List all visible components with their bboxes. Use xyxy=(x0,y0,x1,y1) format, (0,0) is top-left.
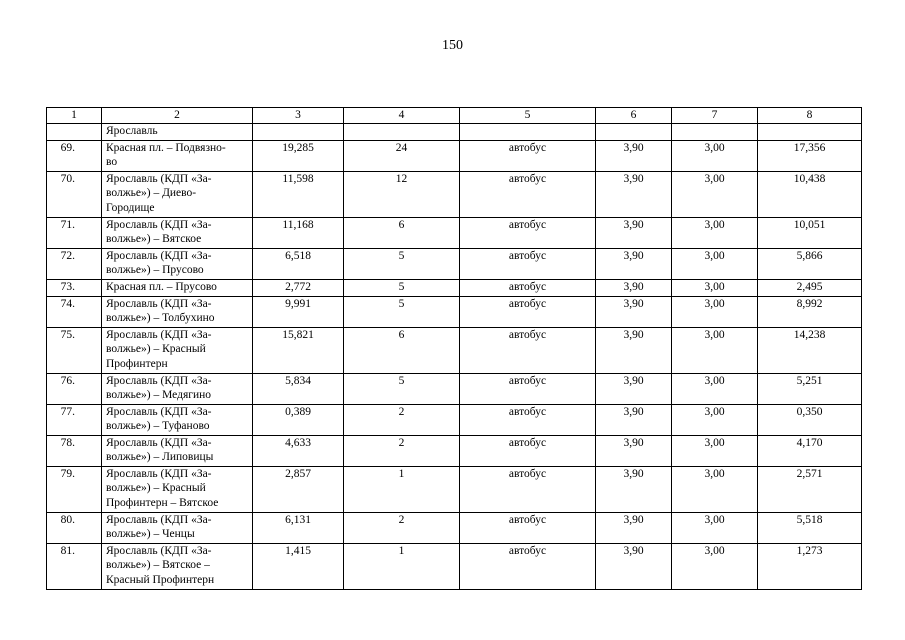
transport-type-cell-text: автобус xyxy=(508,297,547,310)
route-name-cell xyxy=(102,296,253,327)
rate-cell xyxy=(672,123,758,140)
result-cell xyxy=(758,404,862,435)
rate-cell-text: 3,00 xyxy=(704,218,725,231)
route-name-cell-text: Ярославль (КДП «За- волжье») – Липовицы xyxy=(106,436,214,463)
distance-cell xyxy=(253,466,344,512)
distance-cell-text: 2,772 xyxy=(285,280,311,293)
rate-cell-text: 3,00 xyxy=(704,513,725,526)
route-name-cell xyxy=(102,404,253,435)
distance-cell-text: 11,598 xyxy=(282,172,314,185)
result-cell xyxy=(758,279,862,296)
transport-type-cell xyxy=(460,248,596,279)
transport-type-cell xyxy=(460,404,596,435)
row-number-cell-text: 80. xyxy=(60,513,75,526)
route-name-cell xyxy=(102,327,253,373)
table-row xyxy=(47,171,862,217)
distance-cell xyxy=(253,123,344,140)
rate-cell-text: 3,00 xyxy=(704,374,725,387)
distance-cell-text: 0,389 xyxy=(285,405,311,418)
fare-cell xyxy=(596,466,672,512)
fare-cell xyxy=(596,171,672,217)
transport-type-cell-text: автобус xyxy=(508,218,547,231)
result-cell-text: 2,571 xyxy=(796,467,823,480)
result-cell xyxy=(758,123,862,140)
trips-cell-text: 24 xyxy=(395,141,408,154)
row-number-cell-text: 71. xyxy=(60,218,75,231)
distance-cell-text: 1,415 xyxy=(285,544,311,557)
fare-cell xyxy=(596,512,672,543)
route-name-cell xyxy=(102,466,253,512)
trips-cell-text: 5 xyxy=(398,297,405,310)
route-name-cell xyxy=(102,279,253,296)
transport-type-cell-text: автобус xyxy=(508,280,547,293)
fare-cell xyxy=(596,296,672,327)
transport-type-cell-text: автобус xyxy=(508,436,547,449)
rate-cell xyxy=(672,512,758,543)
row-number-cell-text: 78. xyxy=(60,436,75,449)
distance-cell-text: 11,168 xyxy=(282,218,314,231)
rate-cell xyxy=(672,171,758,217)
row-number-cell xyxy=(47,140,102,171)
trips-cell-text: 2 xyxy=(398,513,405,526)
rate-cell xyxy=(672,543,758,589)
route-name-cell-text: Ярославль (КДП «За- волжье») – Красный Профинтерн – Вятское xyxy=(106,467,219,509)
fare-cell-text: 3,90 xyxy=(623,467,644,480)
trips-cell xyxy=(344,435,460,466)
result-cell xyxy=(758,373,862,404)
fare-cell xyxy=(596,327,672,373)
fare-cell-text: 3,90 xyxy=(623,249,644,262)
trips-cell xyxy=(344,296,460,327)
distance-cell-text: 15,821 xyxy=(282,328,314,341)
transport-type-cell-text: автобус xyxy=(508,544,547,557)
rate-cell-text: 3,00 xyxy=(704,544,725,557)
rate-cell-text: 3,00 xyxy=(704,467,725,480)
transport-type-cell xyxy=(460,123,596,140)
rate-cell xyxy=(672,327,758,373)
transport-type-cell-text: автобус xyxy=(508,405,547,418)
distance-cell xyxy=(253,543,344,589)
transport-type-cell xyxy=(460,373,596,404)
transport-type-cell xyxy=(460,543,596,589)
rate-cell-text: 3,00 xyxy=(704,141,725,154)
distance-cell xyxy=(253,279,344,296)
fare-cell xyxy=(596,373,672,404)
table-row xyxy=(47,140,862,171)
trips-cell xyxy=(344,327,460,373)
fare-cell xyxy=(596,435,672,466)
result-cell-text: 14,238 xyxy=(793,328,826,341)
fare-cell-text: 3,90 xyxy=(623,436,644,449)
table-row xyxy=(47,435,862,466)
trips-cell-text: 5 xyxy=(398,280,405,293)
distance-cell-text: 19,285 xyxy=(282,141,314,154)
trips-cell xyxy=(344,404,460,435)
trips-cell-text: 1 xyxy=(398,467,405,480)
route-name-cell-text: Ярославль (КДП «За- волжье») – Прусово xyxy=(106,249,212,276)
route-name-cell xyxy=(102,171,253,217)
result-cell xyxy=(758,217,862,248)
result-cell-text: 5,251 xyxy=(796,374,823,387)
transport-type-cell xyxy=(460,140,596,171)
route-name-cell-text: Ярославль (КДП «За- волжье») – Вятское xyxy=(106,218,212,245)
route-name-cell xyxy=(102,512,253,543)
result-cell xyxy=(758,296,862,327)
trips-cell xyxy=(344,217,460,248)
distance-cell-text: 5,834 xyxy=(285,374,311,387)
transport-type-cell-text: автобус xyxy=(508,374,547,387)
fare-cell xyxy=(596,140,672,171)
table-row xyxy=(47,373,862,404)
distance-cell xyxy=(253,327,344,373)
transport-type-cell-text: автобус xyxy=(508,172,547,185)
rate-cell-text: 3,00 xyxy=(704,405,725,418)
result-cell-text: 4,170 xyxy=(796,436,823,449)
trips-cell xyxy=(344,171,460,217)
route-name-cell-text: Ярославль (КДП «За- волжье») – Ченцы xyxy=(106,513,212,540)
row-number-cell xyxy=(47,248,102,279)
distance-cell xyxy=(253,373,344,404)
result-cell xyxy=(758,171,862,217)
table-row xyxy=(47,279,862,296)
row-number-cell xyxy=(47,171,102,217)
row-number-cell xyxy=(47,279,102,296)
row-number-cell-text: 74. xyxy=(60,297,75,310)
transport-type-cell xyxy=(460,327,596,373)
trips-cell-text: 2 xyxy=(398,436,405,449)
fare-cell xyxy=(596,248,672,279)
distance-cell-text: 4,633 xyxy=(285,436,311,449)
route-name-cell xyxy=(102,543,253,589)
transport-type-cell-text: автобус xyxy=(508,328,547,341)
distance-cell xyxy=(253,171,344,217)
transport-type-cell xyxy=(460,466,596,512)
result-cell-text: 5,866 xyxy=(796,249,823,262)
rate-cell-text: 3,00 xyxy=(704,172,725,185)
rate-cell xyxy=(672,466,758,512)
transport-type-cell-text: автобус xyxy=(508,249,547,262)
trips-cell xyxy=(344,373,460,404)
header-cell: 3 xyxy=(253,108,344,124)
row-number-cell xyxy=(47,123,102,140)
route-name-cell-text: Ярославль (КДП «За- волжье») – Диево- Городище xyxy=(106,172,212,214)
table-row xyxy=(47,123,862,140)
result-cell-text: 2,495 xyxy=(796,280,823,293)
trips-cell xyxy=(344,248,460,279)
distance-cell xyxy=(253,512,344,543)
row-number-cell xyxy=(47,296,102,327)
route-name-cell-text: Ярославль (КДП «За- волжье») – Красный Профинтерн xyxy=(106,328,212,370)
result-cell-text: 10,051 xyxy=(793,218,826,231)
rate-cell xyxy=(672,435,758,466)
transport-type-cell-text: автобус xyxy=(508,467,547,480)
row-number-cell-text: 76. xyxy=(60,374,75,387)
rate-cell-text: 3,00 xyxy=(704,249,725,262)
trips-cell-text: 6 xyxy=(398,218,405,231)
row-number-cell-text: 69. xyxy=(60,141,75,154)
trips-cell xyxy=(344,466,460,512)
table-row xyxy=(47,543,862,589)
header-cell: 2 xyxy=(102,108,253,124)
route-name-cell-text: Ярославль (КДП «За- волжье») – Туфаново xyxy=(106,405,212,432)
result-cell xyxy=(758,248,862,279)
distance-cell-text: 9,991 xyxy=(285,297,311,310)
trips-cell xyxy=(344,279,460,296)
rate-cell-text: 3,00 xyxy=(704,297,725,310)
route-name-cell xyxy=(102,248,253,279)
route-name-cell xyxy=(102,217,253,248)
header-cell: 4 xyxy=(344,108,460,124)
transport-type-cell-text: автобус xyxy=(508,513,547,526)
header-row xyxy=(47,108,862,124)
route-name-cell-text: Ярославль (КДП «За- волжье») – Вятское – Красный Профинтерн xyxy=(106,544,215,586)
result-cell-text: 0,350 xyxy=(796,405,823,418)
row-number-cell xyxy=(47,327,102,373)
result-cell xyxy=(758,543,862,589)
result-cell xyxy=(758,140,862,171)
result-cell xyxy=(758,435,862,466)
transport-type-cell-text: автобус xyxy=(508,141,547,154)
rate-cell-text: 3,00 xyxy=(704,328,725,341)
route-name-cell xyxy=(102,140,253,171)
fare-cell xyxy=(596,543,672,589)
fare-cell xyxy=(596,217,672,248)
header-cell: 6 xyxy=(596,108,672,124)
result-cell-text: 1,273 xyxy=(796,544,823,557)
distance-cell xyxy=(253,248,344,279)
fare-cell-text: 3,90 xyxy=(623,297,644,310)
trips-cell-text: 5 xyxy=(398,249,405,262)
fare-cell-text: 3,90 xyxy=(623,328,644,341)
fare-cell-text: 3,90 xyxy=(623,544,644,557)
result-cell xyxy=(758,466,862,512)
trips-cell xyxy=(344,123,460,140)
table-row xyxy=(47,512,862,543)
table-row xyxy=(47,248,862,279)
header-cell: 1 xyxy=(47,108,102,124)
row-number-cell xyxy=(47,404,102,435)
row-number-cell-text: 77. xyxy=(60,405,75,418)
trips-cell xyxy=(344,512,460,543)
route-name-cell-text: Красная пл. – Подвязно- во xyxy=(106,141,226,168)
row-number-cell xyxy=(47,512,102,543)
rate-cell xyxy=(672,296,758,327)
transport-type-cell xyxy=(460,435,596,466)
row-number-cell xyxy=(47,217,102,248)
fare-cell-text: 3,90 xyxy=(623,218,644,231)
table-row xyxy=(47,466,862,512)
trips-cell-text: 6 xyxy=(398,328,405,341)
result-cell-text: 10,438 xyxy=(793,172,826,185)
route-name-cell xyxy=(102,123,253,140)
distance-cell-text: 6,518 xyxy=(285,249,311,262)
distance-cell-text: 6,131 xyxy=(285,513,311,526)
result-cell-text: 5,518 xyxy=(796,513,823,526)
fare-cell xyxy=(596,279,672,296)
trips-cell xyxy=(344,140,460,171)
distance-cell xyxy=(253,217,344,248)
fare-cell-text: 3,90 xyxy=(623,141,644,154)
route-table xyxy=(46,107,862,590)
row-number-cell xyxy=(47,543,102,589)
row-number-cell-text: 70. xyxy=(60,172,75,185)
fare-cell-text: 3,90 xyxy=(623,172,644,185)
distance-cell xyxy=(253,140,344,171)
result-cell-text: 17,356 xyxy=(793,141,826,154)
table-row xyxy=(47,404,862,435)
row-number-cell-text: 75. xyxy=(60,328,75,341)
trips-cell xyxy=(344,543,460,589)
table-row xyxy=(47,296,862,327)
row-number-cell xyxy=(47,466,102,512)
rate-cell-text: 3,00 xyxy=(704,280,725,293)
header-cell: 7 xyxy=(672,108,758,124)
row-number-cell-text: 79. xyxy=(60,467,75,480)
route-name-cell-text: Красная пл. – Прусово xyxy=(106,280,217,293)
table-body xyxy=(47,108,862,590)
rate-cell xyxy=(672,279,758,296)
trips-cell-text: 5 xyxy=(398,374,405,387)
route-name-cell-text: Ярославль (КДП «За- волжье») – Толбухино xyxy=(106,297,215,324)
fare-cell-text: 3,90 xyxy=(623,405,644,418)
fare-cell-text: 3,90 xyxy=(623,280,644,293)
header-cell: 5 xyxy=(460,108,596,124)
row-number-cell xyxy=(47,435,102,466)
fare-cell-text: 3,90 xyxy=(623,374,644,387)
route-name-cell xyxy=(102,435,253,466)
transport-type-cell xyxy=(460,171,596,217)
distance-cell xyxy=(253,435,344,466)
header-cell: 8 xyxy=(758,108,862,124)
row-number-cell xyxy=(47,373,102,404)
route-name-cell-text: Ярославль xyxy=(106,124,158,137)
rate-cell xyxy=(672,140,758,171)
table-row xyxy=(47,217,862,248)
rate-cell xyxy=(672,217,758,248)
distance-cell xyxy=(253,296,344,327)
fare-cell-text: 3,90 xyxy=(623,513,644,526)
row-number-cell-text: 72. xyxy=(60,249,75,262)
transport-type-cell xyxy=(460,296,596,327)
trips-cell-text: 2 xyxy=(398,405,405,418)
transport-type-cell xyxy=(460,217,596,248)
rate-cell xyxy=(672,404,758,435)
distance-cell-text: 2,857 xyxy=(285,467,311,480)
transport-type-cell xyxy=(460,279,596,296)
row-number-cell-text: 73. xyxy=(60,280,75,293)
rate-cell xyxy=(672,373,758,404)
result-cell-text: 8,992 xyxy=(796,297,823,310)
fare-cell xyxy=(596,404,672,435)
result-cell xyxy=(758,512,862,543)
rate-cell-text: 3,00 xyxy=(704,436,725,449)
route-name-cell-text: Ярославль (КДП «За- волжье») – Медягино xyxy=(106,374,212,401)
fare-cell xyxy=(596,123,672,140)
table-row xyxy=(47,327,862,373)
page-number: 150 xyxy=(442,38,463,53)
distance-cell xyxy=(253,404,344,435)
row-number-cell-text: 81. xyxy=(60,544,75,557)
trips-cell-text: 12 xyxy=(395,172,408,185)
transport-type-cell xyxy=(460,512,596,543)
rate-cell xyxy=(672,248,758,279)
trips-cell-text: 1 xyxy=(398,544,405,557)
route-name-cell xyxy=(102,373,253,404)
result-cell xyxy=(758,327,862,373)
